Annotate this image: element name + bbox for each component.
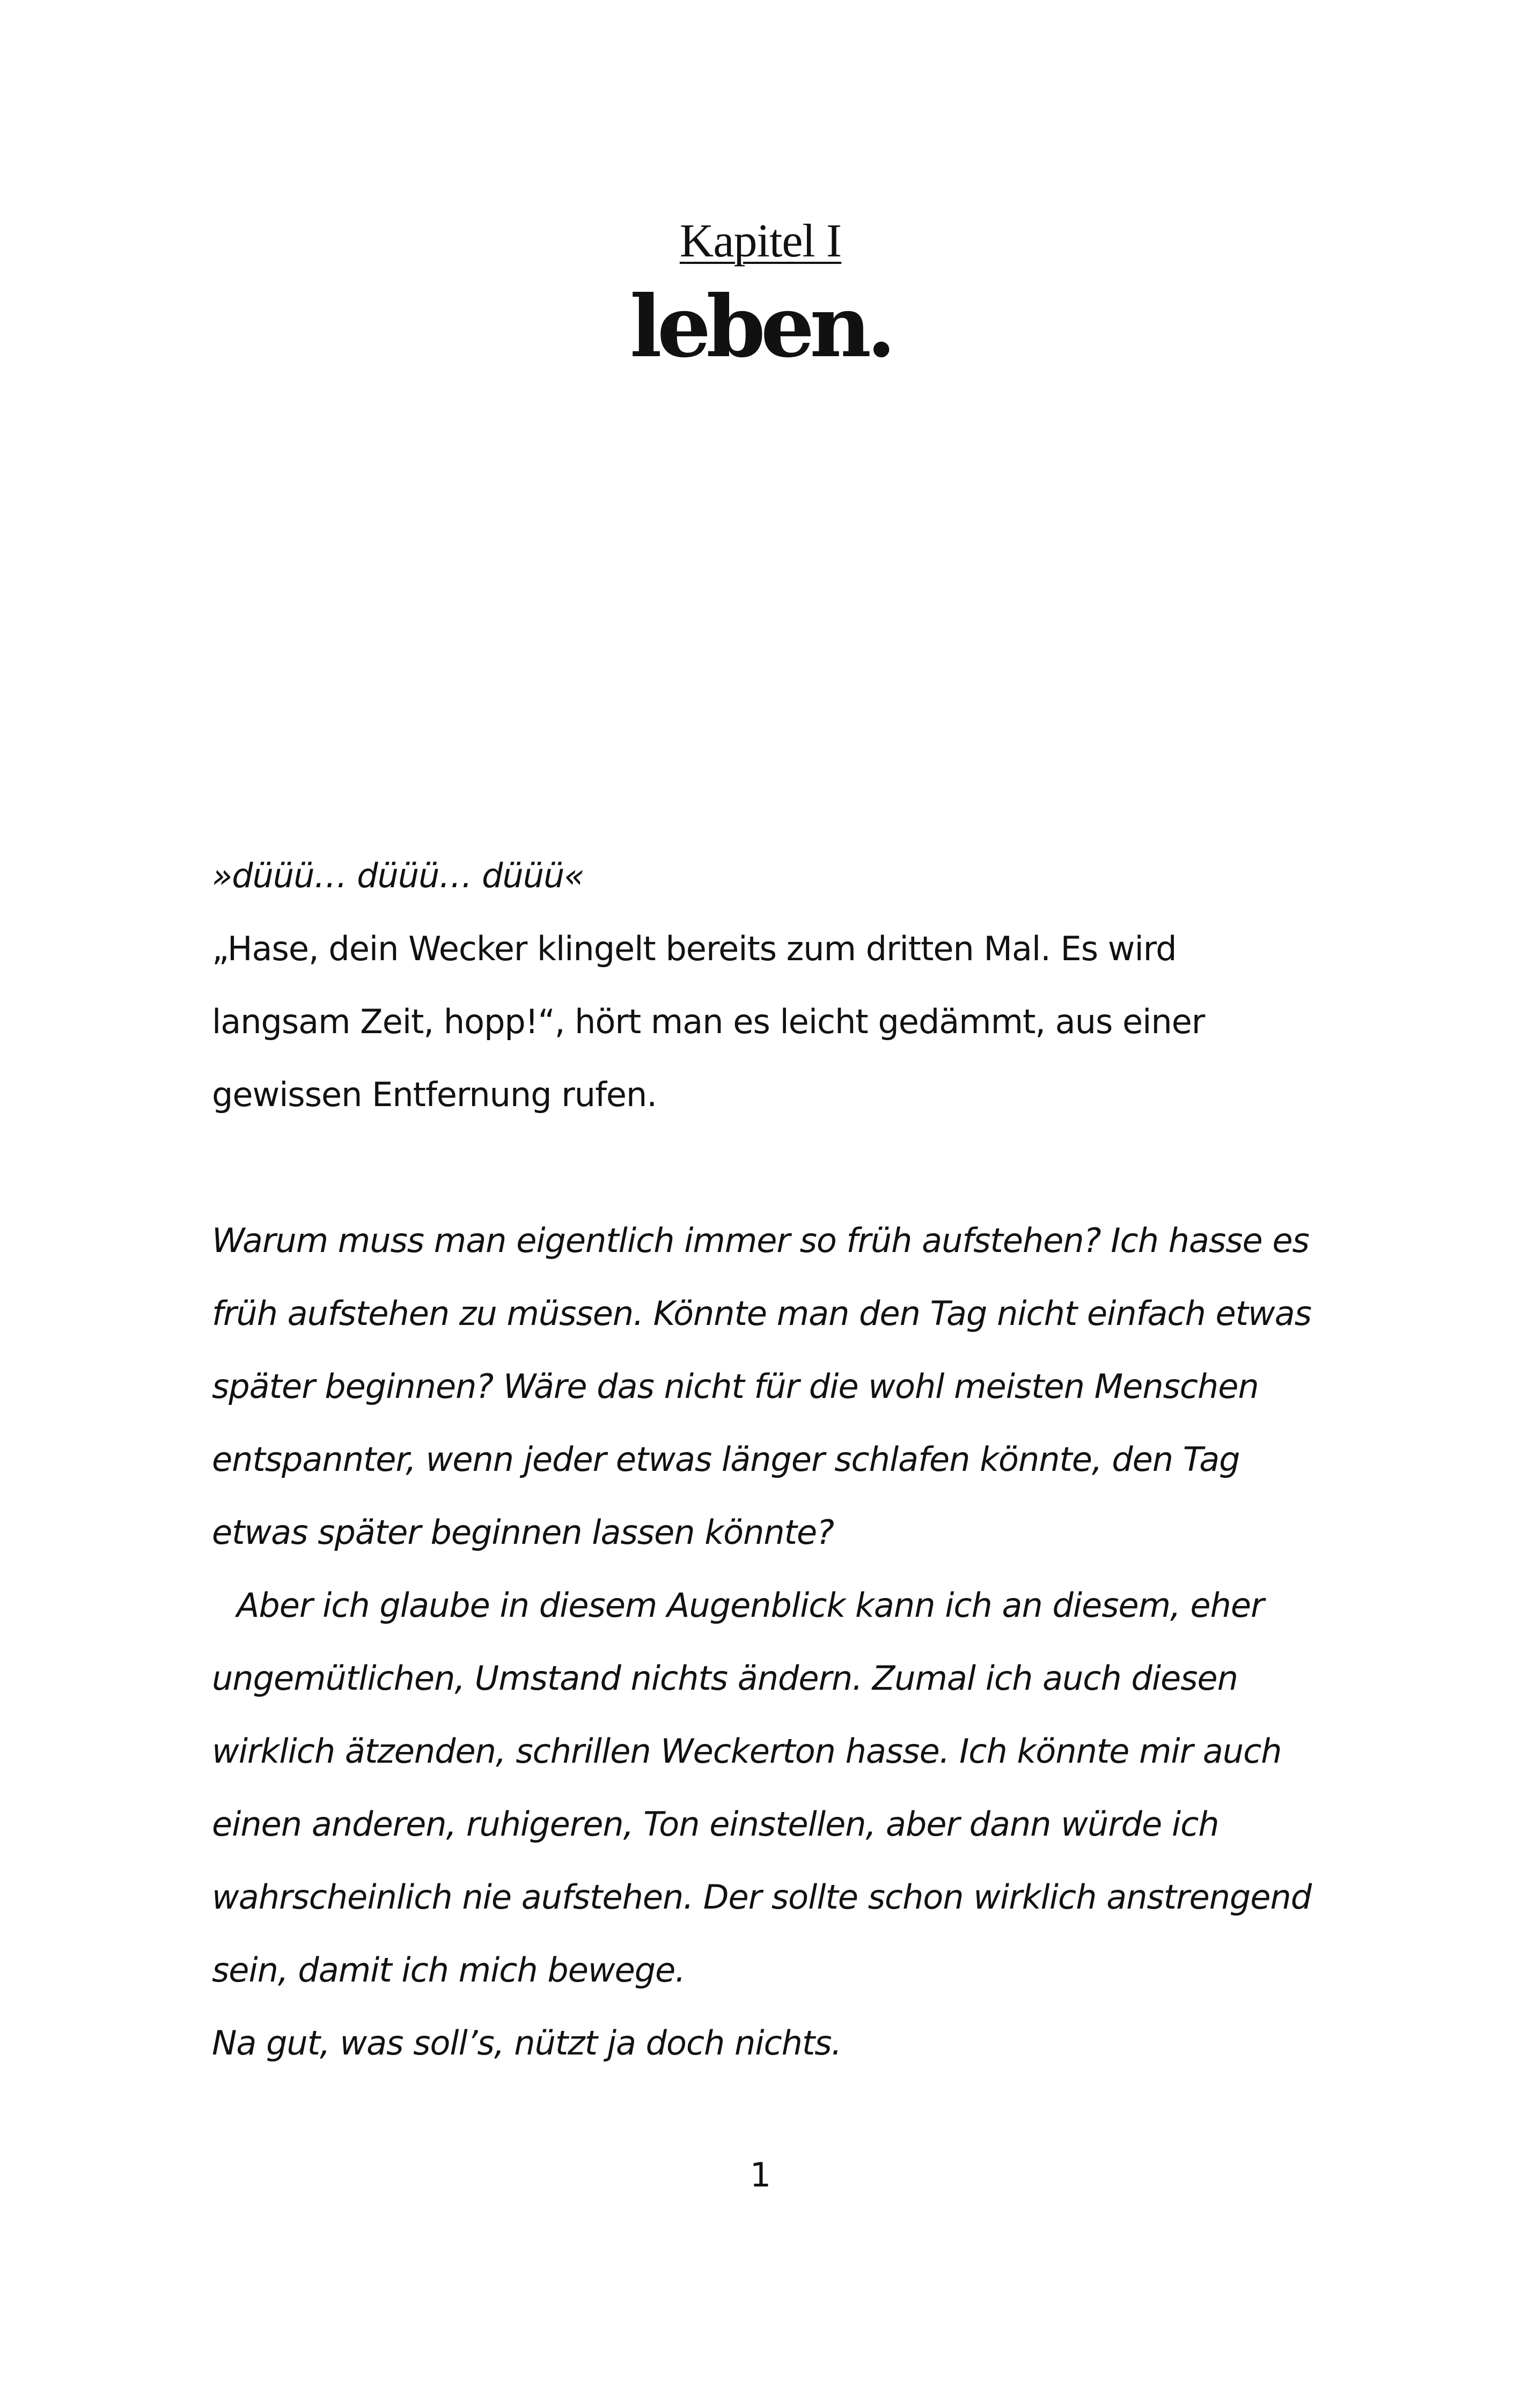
chapter-label-text: Kapitel I [679, 215, 842, 267]
text-line: sein, damit ich mich bewege. [212, 1950, 685, 1990]
inner-monologue-paragraph [212, 1204, 1328, 2080]
chapter-label [0, 212, 1521, 271]
text-line: langsam Zeit, hopp!“, hört man es leicht gedämmt, aus einer [212, 1002, 1205, 1041]
page-number: 1 [750, 2155, 771, 2195]
text-line: Na gut, was soll’s, nützt ja doch nichts. [212, 2023, 842, 2063]
text-line: einen anderen, ruhigeren, Ton einstellen, aber dann würde ich [212, 1805, 1219, 1844]
text-line: »düüü… düüü… düüü« [212, 856, 584, 895]
text-line: „Hase, dein Wecker klingelt bereits zum dritten Mal. Es wird [212, 929, 1177, 968]
text-line: entspannter, wenn jeder etwas länger schlafen könnte, den Tag [212, 1440, 1240, 1479]
chapter-title: leben. [629, 277, 892, 377]
text-line: gewissen Entfernung rufen. [212, 1075, 657, 1114]
text-line: Aber ich glaube in diesem Augenblick kann ich an diesem, eher [237, 1586, 1264, 1625]
text-line: wirklich ätzenden, schrillen Weckerton hasse. Ich könnte mir auch [212, 1732, 1282, 1771]
text-line: wahrscheinlich nie aufstehen. Der sollte schon wirklich anstrengend [212, 1877, 1312, 1917]
text-line: etwas später beginnen lassen könnte? [212, 1513, 834, 1552]
text-line: später beginnen? Wäre das nicht für die wohl meisten Menschen [212, 1367, 1259, 1406]
text-line: Warum muss man eigentlich immer so früh aufstehen? Ich hasse es [212, 1221, 1309, 1260]
text-line: ungemütlichen, Umstand nichts ändern. Zumal ich auch diesen [212, 1659, 1238, 1698]
text-line: früh aufstehen zu müssen. Könnte man den Tag nicht einfach etwas [212, 1294, 1312, 1333]
opening-paragraph [212, 840, 1328, 1131]
